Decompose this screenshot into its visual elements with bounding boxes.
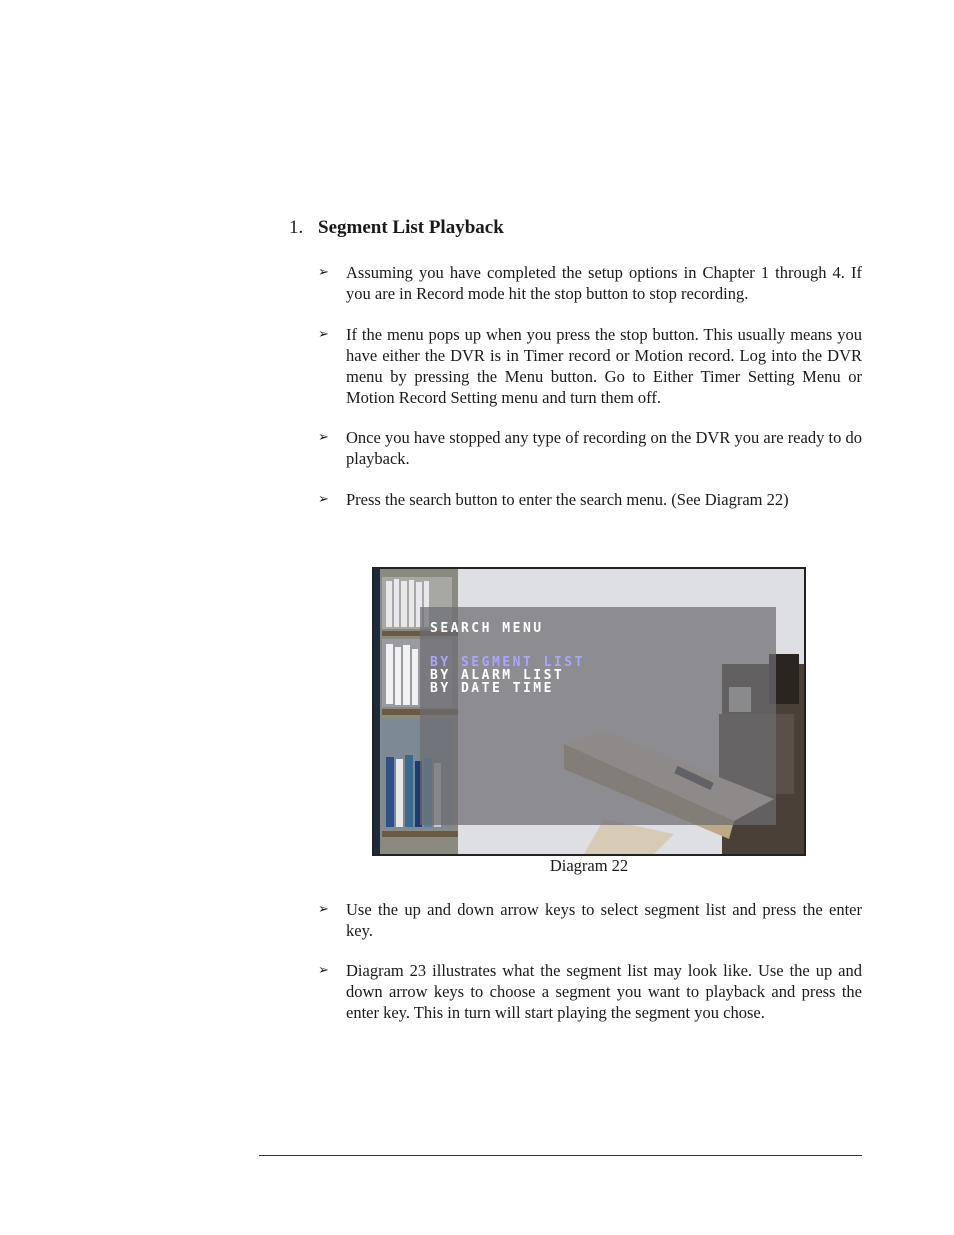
arrowhead-bullet-icon: ➢: [318, 327, 329, 342]
arrowhead-bullet-icon: ➢: [318, 902, 329, 917]
diagram-caption: Diagram 22: [549, 856, 629, 875]
arrowhead-bullet-icon: ➢: [318, 492, 329, 507]
bullet-item: [318, 324, 862, 408]
dvr-search-menu-screenshot: [372, 567, 806, 856]
bullet-text: If the menu pops up when you press the stop button. This usually means you have either the DVR is in Timer record or Motion record. Log into the DVR menu by pressing the Menu button. Go to Either Timer Setting Menu or Motion Record Setting menu and turn them off.: [346, 325, 862, 407]
menu-item-date-time: BY DATE TIME: [430, 681, 554, 696]
arrowhead-bullet-icon: ➢: [318, 265, 329, 280]
bullet-item: [318, 489, 862, 510]
bullet-item: [318, 262, 862, 304]
arrowhead-bullet-icon: ➢: [318, 430, 329, 445]
search-menu-title: SEARCH MENU: [430, 621, 544, 636]
bullet-text: Press the search button to enter the search menu. (See Diagram 22): [346, 490, 789, 509]
bullet-item: [318, 899, 862, 941]
section-number: 1.: [289, 217, 304, 238]
menu-item-alarm-list: BY ALARM LIST: [430, 668, 565, 683]
bullet-text: Once you have stopped any type of recording on the DVR you are ready to do playback.: [346, 428, 862, 468]
menu-item-segment-list: BY SEGMENT LIST: [430, 655, 585, 670]
bullet-text: Use the up and down arrow keys to select segment list and press the enter key.: [346, 900, 862, 940]
bullet-text: Diagram 23 illustrates what the segment list may look like. Use the up and down arrow keys to choose a segment you want to playback and press the enter key. This in turn will start playing the segment you chose.: [346, 961, 862, 1022]
section-heading: [289, 217, 504, 239]
arrowhead-bullet-icon: ➢: [318, 963, 329, 978]
bullet-text: Assuming you have completed the setup options in Chapter 1 through 4. If you are in Record mode hit the stop button to stop recording.: [346, 263, 862, 303]
bullet-item: [318, 427, 862, 469]
footer-rule: [259, 1155, 862, 1156]
section-title: Segment List Playback: [318, 217, 504, 238]
bullet-item: [318, 960, 862, 1023]
